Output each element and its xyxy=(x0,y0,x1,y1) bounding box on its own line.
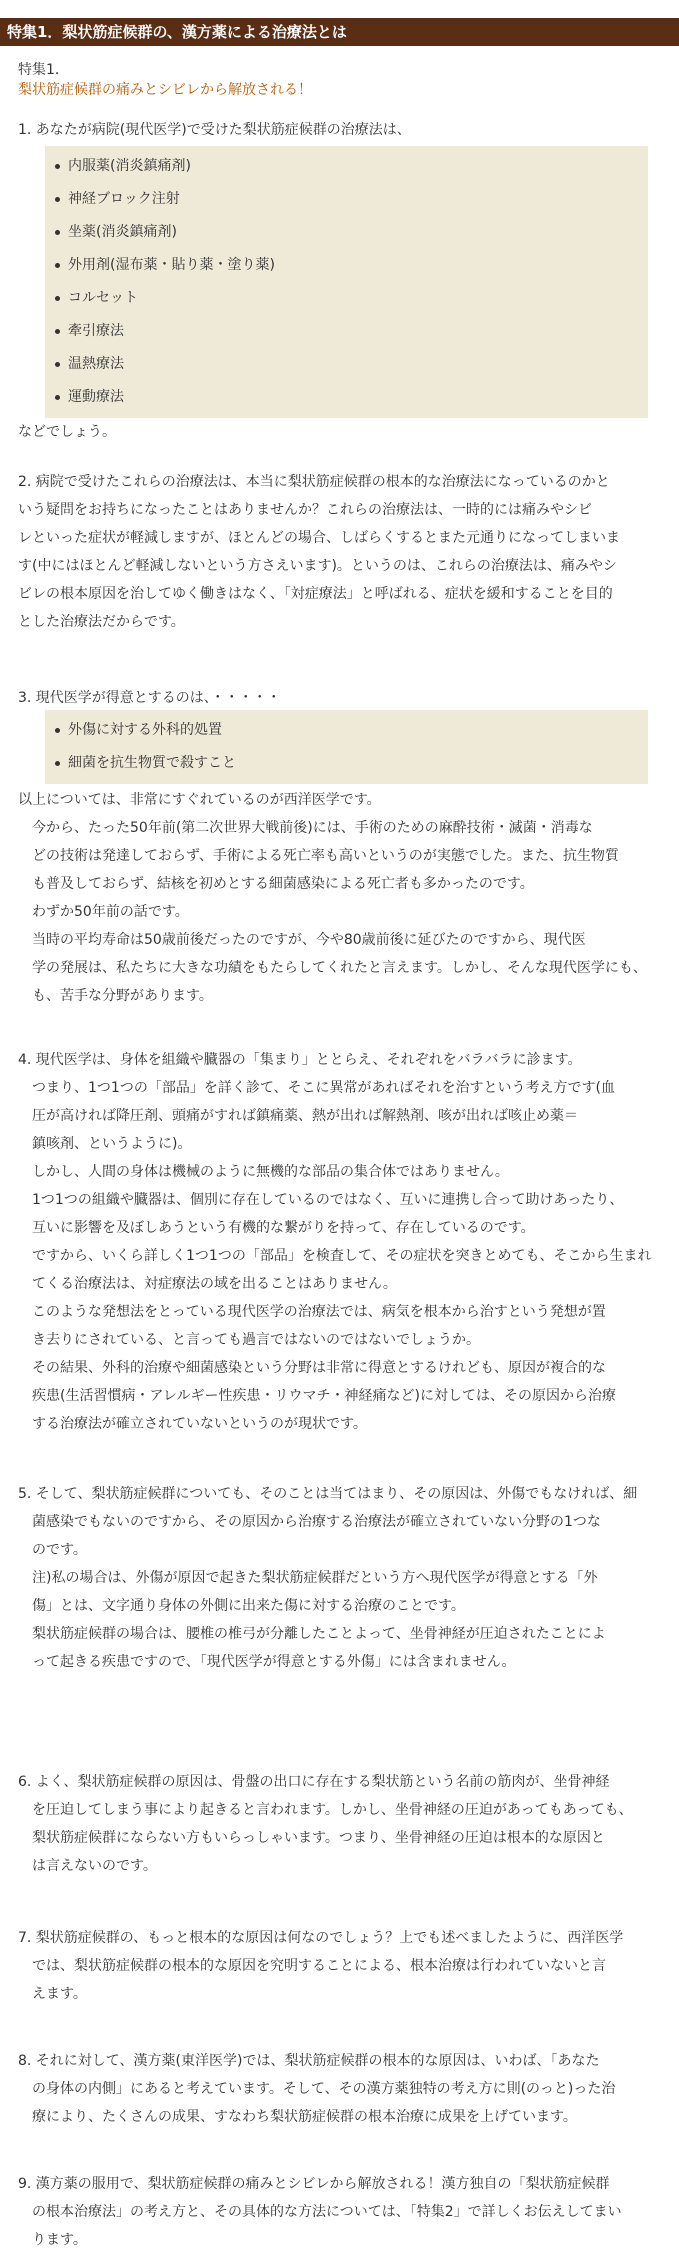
paragraph-line: 梨状筋症候群にならない方もいらっしゃいます。つまり、坐骨神経の圧迫は根本的な原因と xyxy=(18,1830,605,1846)
paragraph-line: 7. 梨状筋症候群の、もっと根本的な原因は何なのでしょう？上でも述べましたように、西洋医学 xyxy=(18,1930,624,1946)
list-item-text: 細菌を抗生物質で殺すこと xyxy=(68,755,236,771)
paragraph-line: 注)私の場合は、外傷が原因で起きた梨状筋症候群だという方へ現代医学が得意とする「外 xyxy=(18,1570,598,1586)
paragraph-line: てくる治療法は、対症療法の域を出ることはありません。 xyxy=(18,1276,397,1292)
list-item xyxy=(45,249,648,282)
list-item xyxy=(45,183,648,216)
section-7 xyxy=(18,1924,663,2008)
bullet-icon xyxy=(55,395,60,400)
paragraph-line: す(中にはほとんど軽減しないという方さえいます)。というのは、これらの治療法は、痛みやシ xyxy=(18,558,617,574)
paragraph-line: 今から、たった50年前(第二次世界大戦前後)には、手術のための麻酔技術・滅菌・消毒な xyxy=(18,820,593,836)
section-1-list-box xyxy=(45,146,648,418)
paragraph-line: 8. それに対して、漢方薬(東洋医学)では、梨状筋症候群の根本的な原因は、いわば、「あなた xyxy=(18,2053,600,2069)
paragraph-line: 5. そして、梨状筋症候群についても、そのことは当てはまり、その原因は、外傷でもなければ、細 xyxy=(18,1486,638,1502)
section-3-lead xyxy=(18,684,663,712)
section-2 xyxy=(18,468,663,636)
list-item xyxy=(45,315,648,348)
list-item-text: 運動療法 xyxy=(68,389,124,405)
list-item-text: 温熱療法 xyxy=(68,356,124,372)
paragraph-line: 4. 現代医学は、身体を組織や臓器の「集まり」ととらえ、それぞれをバラバラに診ます。 xyxy=(18,1052,582,1068)
paragraph-line: えます。 xyxy=(18,1986,87,2002)
section-5 xyxy=(18,1480,663,1676)
bullet-icon xyxy=(55,362,60,367)
section-9 xyxy=(18,2170,663,2254)
paragraph-line: の身体の内側」にあると考えています。そして、その漢方薬独特の考え方に則(のっと)った治 xyxy=(18,2081,616,2097)
paragraph-line: も普及しておらず、結核を初めとする細菌感染による死亡者も多かったのです。 xyxy=(18,876,534,892)
bullet-icon xyxy=(55,197,60,202)
paragraph-line: 1つ1つの組織や臓器は、個別に存在しているのではなく、互いに連携し合って助けあったり、 xyxy=(18,1192,624,1208)
paragraph-line: その結果、外科的治療や細菌感染という分野は非常に得意とするけれども、原因が複合的な xyxy=(18,1360,606,1376)
section-3-lead-text: 3. 現代医学が得意とするのは、・・・・・ xyxy=(18,690,281,706)
page-title: 特集1．梨状筋症候群の、漢方薬による治療法とは xyxy=(7,23,347,41)
list-item xyxy=(45,714,648,747)
intro-block xyxy=(18,60,312,100)
paragraph-line: 2. 病院で受けたこれらの治療法は、本当に梨状筋症候群の根本的な治療法になっているのかと xyxy=(18,474,610,490)
section-3-list-box xyxy=(45,710,648,784)
paragraph-line: の根本治療法」の考え方と、その具体的な方法については、「特集2」で詳しくお伝えしてまい xyxy=(18,2204,622,2220)
paragraph-line: ります。 xyxy=(18,2232,87,2248)
bullet-icon xyxy=(55,230,60,235)
list-item-text: 外傷に対する外科的処置 xyxy=(68,722,222,738)
list-item-text: 神経ブロック注射 xyxy=(68,191,180,207)
paragraph-line: 以上については、非常にすぐれているのが西洋医学です。 xyxy=(18,792,381,808)
paragraph-line: レといった症状が軽減しますが、ほとんどの場合、しばらくするとまた元通りになってしまいま xyxy=(18,530,620,546)
paragraph-line: 療により、たくさんの成果、すなわち梨状筋症候群の根本治療に成果を上げています。 xyxy=(18,2109,577,2125)
paragraph-line: 6. よく、梨状筋症候群の原因は、骨盤の出口に存在する梨状筋という名前の筋肉が、坐骨神経 xyxy=(18,1774,610,1790)
list-item xyxy=(45,282,648,315)
bullet-icon xyxy=(55,728,60,733)
paragraph-line: は言えないのです。 xyxy=(18,1858,157,1874)
paragraph-line: も、苦手な分野があります。 xyxy=(18,988,213,1004)
bullet-icon xyxy=(55,164,60,169)
list-item xyxy=(45,348,648,381)
intro-heading: 特集1． xyxy=(18,62,69,78)
paragraph-line: ビレの根本原因を治してゆく働きはなく、「対症療法」と呼ばれる、症状を緩和することを目的 xyxy=(18,586,613,602)
list-item xyxy=(45,381,648,414)
paragraph-line: とした治療法だからです。 xyxy=(18,614,185,630)
paragraph-line: どの技術は発達しておらず、手術による死亡率も高いというのが実態でした。また、抗生物質 xyxy=(18,848,619,864)
section-1-after xyxy=(18,418,663,446)
paragraph-line: 当時の平均寿命は50歳前後だったのですが、今や80歳前後に延びたのですから、現代医 xyxy=(18,932,586,948)
section-1-lead xyxy=(18,116,663,144)
paragraph-line: しかし、人間の身体は機械のように無機的な部品の集合体ではありません。 xyxy=(18,1164,509,1180)
paragraph-line: わずか50年前の話です。 xyxy=(18,904,189,920)
paragraph-line: 9. 漢方薬の服用で、梨状筋症候群の痛みとシビレから解放される！漢方独自の「梨状筋症候群 xyxy=(18,2176,610,2192)
paragraph-line: 鎮咳剤、というように)。 xyxy=(18,1136,192,1152)
paragraph-line: 菌感染でもないのですから、その原因から治療する治療法が確立されていない分野の1つな xyxy=(18,1514,601,1530)
paragraph-line: いう疑問をお持ちになったことはありませんか？これらの治療法は、一時的には痛みやシビ xyxy=(18,502,592,518)
section-4 xyxy=(18,1046,663,1438)
page-title-bar xyxy=(0,18,679,46)
paragraph-line: 疾患(生活習慣病・アレルギー性疾患・リウマチ・神経痛など)に対しては、その原因から治療 xyxy=(18,1388,617,1404)
paragraph-line: 梨状筋症候群の場合は、腰椎の椎弓が分離したことよって、坐骨神経が圧迫されたことによ xyxy=(18,1626,606,1642)
paragraph-line: ですから、いくら詳しく1つ1つの「部品」を検査して、その症状を突きとめても、そこから生まれ xyxy=(18,1248,652,1264)
paragraph-line: 圧が高ければ降圧剤、頭痛がすれば鎮痛薬、熱が出れば解熱剤、咳が出れば咳止め薬＝ xyxy=(18,1108,578,1124)
list-item-text: コルセット xyxy=(68,290,138,306)
section-8 xyxy=(18,2047,663,2131)
paragraph-line: このような発想法をとっている現代医学の治療法では、病気を根本から治すという発想が置 xyxy=(18,1304,606,1320)
paragraph-line: のです。 xyxy=(18,1542,87,1558)
bullet-icon xyxy=(55,761,60,766)
section-3-body xyxy=(18,786,663,1010)
list-item xyxy=(45,150,648,183)
list-item-text: 外用剤(湿布薬・貼り薬・塗り薬) xyxy=(68,257,275,273)
list-item-text: 牽引療法 xyxy=(68,323,124,339)
paragraph-line: 傷」とは、文字通り身体の外側に出来た傷に対する治療のことです。 xyxy=(18,1598,465,1614)
paragraph-line: する治療法が確立されていないというのが現状です。 xyxy=(18,1416,367,1432)
bullet-icon xyxy=(55,296,60,301)
paragraph-line: を圧迫してしまう事により起きると言われます。しかし、坐骨神経の圧迫があってもあっても、 xyxy=(18,1802,633,1818)
paragraph-line: 学の発展は、私たちに大きな功績をもたらしてくれたと言えます。しかし、そんな現代医学にも、 xyxy=(18,960,647,976)
section-6 xyxy=(18,1768,663,1880)
list-item xyxy=(45,747,648,780)
list-item-text: 坐薬(消炎鎮痛剤) xyxy=(68,224,177,240)
bullet-icon xyxy=(55,263,60,268)
list-item-text: 内服薬(消炎鎮痛剤) xyxy=(68,158,191,174)
bullet-icon xyxy=(55,329,60,334)
paragraph-line: つまり、1つ1つの「部品」を詳く診て、そこに異常があればそれを治すという考え方です(血 xyxy=(18,1080,615,1096)
paragraph-line: 互いに影響を及ぼしあうという有機的な繋がりを持って、存在しているのです。 xyxy=(18,1220,535,1236)
section-1-after-text: などでしょう。 xyxy=(18,424,116,440)
list-item xyxy=(45,216,648,249)
paragraph-line: では、梨状筋症候群の根本的な原因を究明することによる、根本治療は行われていないと言 xyxy=(18,1958,606,1974)
paragraph-line: き去りにされている、と言っても過言ではないのではないでしょうか。 xyxy=(18,1332,480,1348)
section-1-lead-text: 1. あなたが病院(現代医学)で受けた梨状筋症候群の治療法は、 xyxy=(18,122,411,138)
intro-subtitle: 梨状筋症候群の痛みとシビレから解放される！ xyxy=(18,82,312,98)
paragraph-line: って起きる疾患ですので、「現代医学が得意とする外傷」には含まれません。 xyxy=(18,1654,516,1670)
